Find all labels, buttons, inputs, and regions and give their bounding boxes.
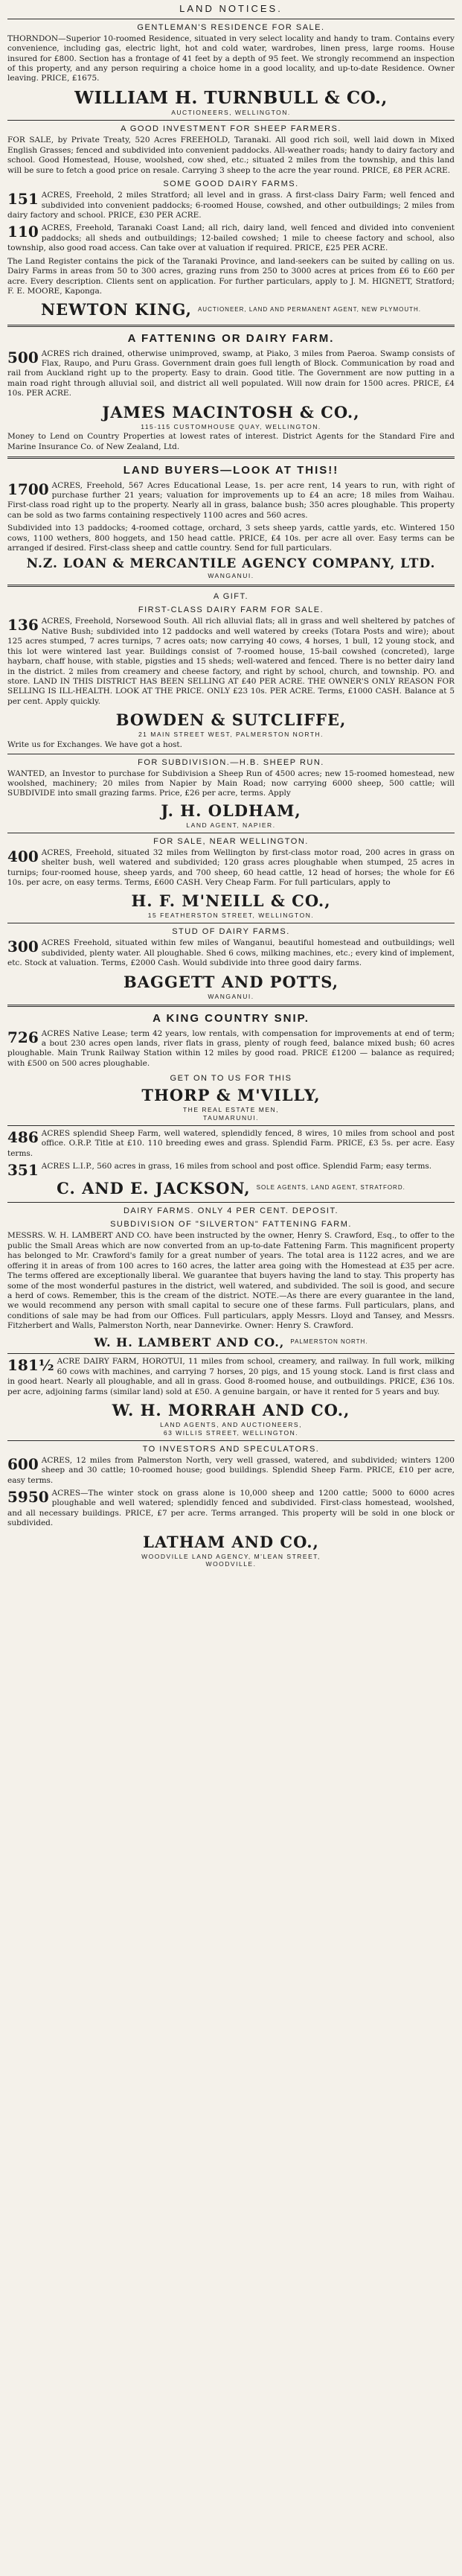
acreage-figure: 136 — [7, 616, 39, 635]
acreage-figure: 181½ — [7, 1356, 54, 1375]
ad-heading: FOR SUBDIVISION.—H.B. SHEEP RUN. — [138, 757, 324, 767]
divider — [7, 1353, 455, 1354]
advertiser-tagline: THE REAL ESTATE MEN, — [182, 1106, 280, 1114]
advertiser-location: WOODVILLE. — [205, 1560, 257, 1568]
advertiser-name: THORP & M'VILLY, — [141, 1086, 321, 1105]
ad-subheading: FIRST-CLASS DAIRY FARM FOR SALE. — [138, 605, 324, 615]
advertiser-name: BAGGETT AND POTTS, — [123, 972, 339, 991]
divider — [7, 457, 455, 459]
advertiser-tagline: 115-115 CUSTOMHOUSE QUAY, WELLINGTON. — [141, 422, 321, 430]
advertiser-tagline: WANGANUI. — [208, 992, 254, 1000]
ad-body: MESSRS. W. H. LAMBERT AND CO. have been instructed by the owner, Henry S. Crawford, Esq., to offer to the public the Small Areas which are now converted from an up-to-date Fattening Farm. This magnificent property has belonged to Mr. Crawford's family for a great number of years. The total area is 1122 acres, and we are offering it in areas of from 100 acres to 160 acres, the latter area going with the Homestead at £35 per acre. The terms offered are exceptionally liberal. We guarantee that buyers having the land to stay. This property has some of the most wonderful pastures in the district, well watered, and subdivided. The soil is good, and secure a herd of cows. Remember, this is the cream of the district. NOTE.—As there are every guarantee in the land, we would recommend any person with small capital to secure one of these farms. Full particulars, plans, and conditions of sale may be had from our Offices. Full particulars, apply Messrs. Lloyd and Tansey, and Messrs. Fitzherbert and Walls, Palmerston North, near Dannevirke. Owner: Henry S. Crawford. — [7, 1231, 455, 1331]
divider — [7, 585, 455, 587]
ad-body: Money to Lend on Country Properties at lowest rates of interest. District Agents for the Standard Fire and Marine Insurance Co. of New Zealand, Ltd. — [7, 432, 455, 451]
ad-body: ACRES—The winter stock on grass alone is 10,000 sheep and 1200 cattle; 5000 to 6000 acres ploughable and well watered; splendidly fenced and subdivided. First-class homestead, woolshed, and all necessary buildings. PRICE, £7 per acre. Terms arranged. This property will be sold in one block or subdivided. — [7, 1488, 455, 1528]
advertiser-name: LATHAM AND CO., — [143, 1532, 319, 1551]
advertiser-name: WILLIAM H. TURNBULL & CO., — [74, 87, 388, 108]
divider — [7, 1125, 455, 1126]
advertiser-tagline: AUCTIONEERS, WELLINGTON. — [171, 109, 291, 117]
ad-body: FOR SALE, by Private Treaty, 520 Acres FREEHOLD, Taranaki. All good rich soil, well laid down in Mixed English Grasses; fenced and subdivided into convenient paddocks. All-weather roads; handy to dairy factory and school. Good Homestead, House, woolshed, cow shed, etc.; situated 2 miles from the township, and this land will be sure to fetch a good price on resale. Carrying 3 sheep to the acre the year round. PRICE, £8 PER ACRE. — [7, 136, 455, 175]
ad-body: THORNDON—Superior 10-roomed Residence, situated in very select locality and handy to tram. Contains every convenience, including gas, electric light, hot and cold water, wardrobes, linen press, large rooms. House insured for £800. Section has a frontage of 41 feet by a depth of 95 feet. We strongly recommend an inspection of this property, and any person requiring a choice home in a good locality, and up-to-date Residence. Owner leaving. PRICE, £1675. — [7, 34, 455, 83]
ad-heading: FOR SALE, NEAR WELLINGTON. — [153, 836, 309, 846]
acreage-figure: 351 — [7, 1161, 39, 1180]
ad-body: ACRES, Freehold, 2 miles Stratford; all level and in grass. A first-class Dairy Farm; well fenced and subdivided into convenient paddocks; 6-roomed House, cowshed, and other outbuildings; 2 miles from dairy factory and school. PRICE, £30 PER ACRE. — [7, 191, 455, 220]
ad-heading: DAIRY FARMS. ONLY 4 PER CENT. DEPOSIT. — [123, 1206, 339, 1216]
ad-heading: STUD OF DAIRY FARMS. — [172, 927, 290, 937]
acreage-figure: 600 — [7, 1454, 39, 1473]
advertiser-name: H. F. M'NEILL & CO., — [131, 891, 331, 911]
advertiser-location: TAUMARUNUI. — [203, 1114, 259, 1122]
ad-body: ACRES, Freehold, situated 32 miles from Wellington by first-class motor road, 200 acres in grass on shelter bush, well watered and subdivided; 120 grass acres ploughable when stumped, 25 acres in turnips; four-roomed house, sheep yards, and 700 sheep, 60 head cattle, 12 head of horses; the whole for £6 10s. per acre, on easy terms. Terms, £600 CASH. Very Cheap Farm. For full particulars, apply to — [7, 847, 455, 888]
acreage-figure: 5950 — [7, 1487, 49, 1506]
ad-subheading: GET ON TO US FOR THIS — [170, 1074, 292, 1084]
advertiser-tagline: WANGANUI. — [208, 572, 254, 580]
advertiser-tagline: WOODVILLE LAND AGENCY, M'LEAN STREET, — [141, 1552, 321, 1560]
advertiser-name: BOWDEN & SUTCLIFFE, — [115, 710, 347, 730]
advertiser-tagline: 15 FEATHERSTON STREET, WELLINGTON. — [147, 912, 315, 920]
advertiser-tagline: SOLE AGENTS, LAND AGENT, STRATFORD. — [256, 1184, 405, 1192]
acreage-figure: 400 — [7, 847, 39, 865]
advertiser-tagline: LAND AGENT, NAPIER. — [186, 821, 276, 829]
divider — [7, 1440, 455, 1441]
advertiser-name: W. H. MORRAH AND CO., — [112, 1400, 350, 1419]
advertiser-address: 63 WILLIS STREET, WELLINGTON. — [163, 1428, 299, 1437]
advertiser-name: JAMES MACINTOSH & CO., — [102, 402, 360, 422]
ad-subheading: SUBDIVISION OF "SILVERTON" FATTENING FARM. — [110, 1220, 352, 1230]
ad-body: ACRES L.I.P., 560 acres in grass, 16 miles from school and post office. Splendid Farm; easy terms. — [41, 1162, 432, 1171]
acreage-figure: 1700 — [7, 480, 49, 498]
advertiser-tagline: PALMERSTON NORTH. — [290, 1338, 368, 1345]
divider — [7, 1005, 455, 1007]
ad-body: Write us for Exchanges. We have got a host. — [7, 740, 182, 750]
ad-body: ACRES rich drained, otherwise unimproved, swamp, at Piako, 3 miles from Paeroa. Swamp consists of Flax, Raupo, and Puru Grass. Government drain goes full length of Block. Communication by road and rail from Auckland right up to the property. Easy to drain. Good title. The Government are now putting in a main road right through alluvial soil, and district all well populated. Will now drain for 1500 acres. PRICE, £4 10s. PER ACRE. — [7, 349, 455, 398]
ad-heading: A GOOD INVESTMENT FOR SHEEP FARMERS. — [121, 124, 341, 134]
ad-body: ACRES, Freehold, Norsewood South. All rich alluvial flats; all in grass and well sheltered by patches of Native Bush; subdivided into 12 paddocks and well watered by creeks (Totara Posts and wire); about 125 acres stumped, 7 acres turnips, 7 acres oats; now carrying 40 cows, 4 horses, 1 bull, 12 young stock, and this lot were wintered last year. Buildings consist of 7-roomed house, 15-bail cowshed (concreted), large haybarn, chaff house, with stable, pigsties and 15 sheds; well-watered and fenced. There is no better dairy land in the district. 2 miles from creamery and cheese factory, and right by school, church, and township. PO. and store. LAND IN THIS DISTRICT HAS BEEN SELLING AT £40 PER ACRE. THE OWNER'S ONLY REASON FOR SELLING IS ILL-HEALTH. LOOK AT THE PRICE. ONLY £23 10s. PER ACRE. Terms, £1000 CASH. Balance at 5 per cent. Apply quickly. — [7, 617, 455, 706]
ad-body: ACRES, Freehold, 567 Acres Educational Lease, 1s. per acre rent, 14 years to run, with right of purchase further 21 years; valuation for improvements up to £4 an acre; 18 miles from Waihau. First-class road right up to the property. Nearly all in grass, balance bush; 350 acres ploughable. This property can be sold as two farms containing respectively 1100 acres and 560 acres. — [7, 480, 455, 520]
advertiser-name: N.Z. LOAN & MERCANTILE AGENCY COMPANY, LTD. — [26, 556, 436, 571]
advertiser-tagline: AUCTIONEER, LAND AND PERMANENT AGENT, NEW PLYMOUTH. — [197, 305, 422, 313]
ad-heading: LAND BUYERS—LOOK AT THIS!! — [123, 464, 339, 477]
ad-heading: A GIFT. — [213, 592, 249, 602]
ad-heading: TO INVESTORS AND SPECULATORS. — [142, 1444, 320, 1454]
acreage-figure: 151 — [7, 190, 39, 209]
divider — [7, 1202, 455, 1203]
ad-body: ACRES, 12 miles from Palmerston North, very well grassed, watered, and subdivided; winters 1200 sheep and 30 cattle; 10-roomed house; good buildings. Splendid Sheep Farm. PRICE, £10 per acre, easy terms. — [7, 1455, 455, 1485]
ad-body: Subdivided into 13 paddocks; 4-roomed cottage, orchard, 3 sets sheep yards, cattle yards, etc. Wintered 150 cows, 1100 wethers, 800 hoggets, and 150 head cattle. PRICE, £4 10s. per acre all over. Easy terms can be arranged if desired. First-class sheep and cattle country. Send for full particulars. — [7, 524, 455, 553]
advertiser-name: C. AND E. JACKSON, — [57, 1179, 251, 1198]
ad-body: ACRES, Freehold, Taranaki Coast Land; all rich, dairy land, well fenced and divided into convenient paddocks; all sheds and outbuildings; 12-bailed cowshed; 1 mile to cheese factory and school, also township, also good road access. Can take over at valuation if required. PRICE, £25 PER ACRE. — [7, 223, 455, 253]
ad-body: The Land Register contains the pick of the Taranaki Province, and land-seekers can be suited by calling on us. Dairy Farms in areas from 50 to 300 acres, grazing runs from 250 to 3000 acres at prices from £6 to £60 per acre. Every description. Clients sent on application. For further particulars, apply to J. M. HIGNETT, Stratford; F. E. MOORE, Kaponga. — [7, 256, 455, 296]
page-title: LAND NOTICES. — [179, 3, 283, 14]
divider — [7, 325, 455, 327]
ad-heading: A FATTENING OR DAIRY FARM. — [127, 332, 335, 346]
ad-body: ACRES splendid Sheep Farm, well watered, splendidly fenced, 8 wires, 10 miles from school and post office. O.R.P. Title at £10. 110 breeding ewes and grass. Splendid Farm. PRICE, £3 5s. per acre. Easy terms. — [7, 1129, 455, 1158]
acreage-figure: 110 — [7, 223, 39, 241]
divider — [7, 120, 455, 121]
advertiser-name: W. H. LAMBERT AND CO., — [94, 1335, 285, 1349]
advertiser-tagline: LAND AGENTS, AND AUCTIONEERS, — [160, 1420, 302, 1428]
acreage-figure: 726 — [7, 1028, 39, 1046]
acreage-figure: 500 — [7, 348, 39, 366]
ad-heading: A KING COUNTRY SNIP. — [153, 1012, 309, 1025]
acreage-figure: 486 — [7, 1128, 39, 1147]
advertiser-name: NEWTON KING, — [40, 300, 192, 319]
acreage-figure: 300 — [7, 938, 39, 956]
ad-body: ACRES Native Lease; term 42 years, low rentals, with compensation for improvements at end of term; a bout 230 acres open lands, river flats in grass, plenty of rough feed, balance mixed bush; 60 acres ploughable. Main Trunk Railway Station within 12 miles by good road. PRICE £1200 — balance as required; with £500 on 500 acres ploughable. — [7, 1028, 455, 1068]
ad-body: WANTED, an Investor to purchase for Subdivision a Sheep Run of 4500 acres; new 15-roomed homestead, new woolshed, machinery; 20 miles from Napier by Main Road; now carrying 6000 sheep, 500 cattle; will SUBDIVIDE into small grazing farms. Price, £26 per acre, terms. Apply — [7, 769, 455, 798]
ad-heading: GENTLEMAN'S RESIDENCE FOR SALE. — [137, 22, 325, 32]
ad-subheading: SOME GOOD DAIRY FARMS. — [163, 179, 299, 189]
advertiser-tagline: 21 MAIN STREET WEST, PALMERSTON NORTH. — [138, 731, 324, 739]
ad-body: ACRES Freehold, situated within few miles of Wanganui, beautiful homestead and outbuildings; well subdivided, plenty water. All ploughable. Shed 6 cows, milking machines, etc.; every kind of implement, etc. Stock at valuation. Terms, £2000 Cash. Would subdivide into three good dairy farms. — [7, 938, 455, 968]
ad-body: ACRE DAIRY FARM, HOROTUI, 11 miles from school, creamery, and railway. In full work, milking 60 cows with machines, and carrying 7 horses, 20 pigs, and 15 young stock. Land is first class and in good heart. Nearly all ploughable, and all in grass. Good 8-roomed house, and outbuildings. PRICE, £36 10s. per acre, adjoining farms (similar land) sold at £50. A genuine bargain, or have it rented for 5 years and buy. — [7, 1357, 455, 1396]
advertiser-name: J. H. OLDHAM, — [161, 801, 301, 820]
